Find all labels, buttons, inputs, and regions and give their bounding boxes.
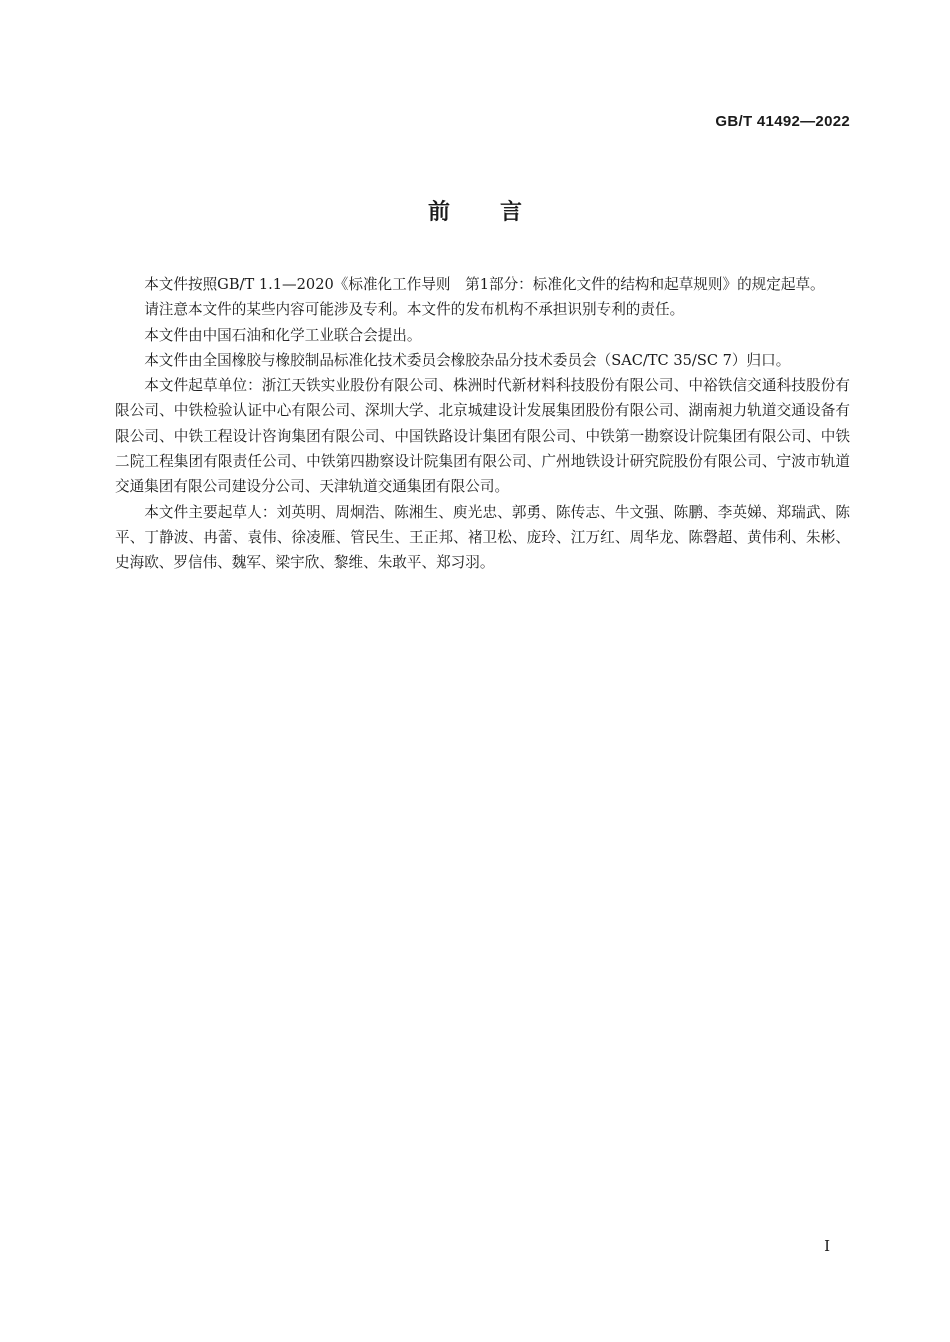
standard-number: GB/T 41492—2022 bbox=[715, 113, 850, 130]
paragraph-drafting-rules: 本文件按照GB/T 1.1—2020《标准化工作导则 第1部分：标准化文件的结构和起草规则》的规定起草。 bbox=[144, 276, 825, 293]
foreword-body bbox=[115, 272, 850, 576]
paragraph-proposer: 本文件由中国石油和化学工业联合会提出。 bbox=[144, 326, 422, 344]
paragraph-drafters: 本文件主要起草人：刘英明、周炯浩、陈湘生、庾光忠、郭勇、陈传志、牛文强、陈鹏、李英娣、郑瑞武、陈平、丁静波、冉蕾、袁伟、徐凌雁、管民生、王正邦、褚卫松、庞玲、江万红、周华龙、陈磬超、黄伟利、朱彬、史海欧、罗信伟、魏军、梁宇欣、黎维、朱敢平、郑习羽。 bbox=[115, 503, 850, 572]
paragraph-patent-notice: 请注意本文件的某些内容可能涉及专利。本文件的发布机构不承担识别专利的责任。 bbox=[144, 301, 685, 319]
page-title: 前言 bbox=[427, 200, 572, 225]
paragraph-drafting-units: 本文件起草单位：浙江天铁实业股份有限公司、株洲时代新材料科技股份有限公司、中裕铁信交通科技股份有限公司、中铁检验认证中心有限公司、深圳大学、北京城建设计发展集团股份有限公司、湖南昶力轨道交通设备有限公司、中铁工程设计咨询集团有限公司、中国铁路设计集团有限公司、中铁第一勘察设计院集团有限公司、中铁二院工程集团有限责任公司、中铁第四勘察设计院集团有限公司、广州地铁设计研究院股份有限公司、宁波市轨道交通集团有限公司建设分公司、天津轨道交通集团有限公司。 bbox=[115, 377, 850, 496]
paragraph-committee: 本文件由全国橡胶与橡胶制品标准化技术委员会橡胶杂品分技术委员会（SAC/TC 35/SC 7）归口。 bbox=[144, 351, 791, 369]
page-number: I bbox=[824, 1237, 830, 1255]
